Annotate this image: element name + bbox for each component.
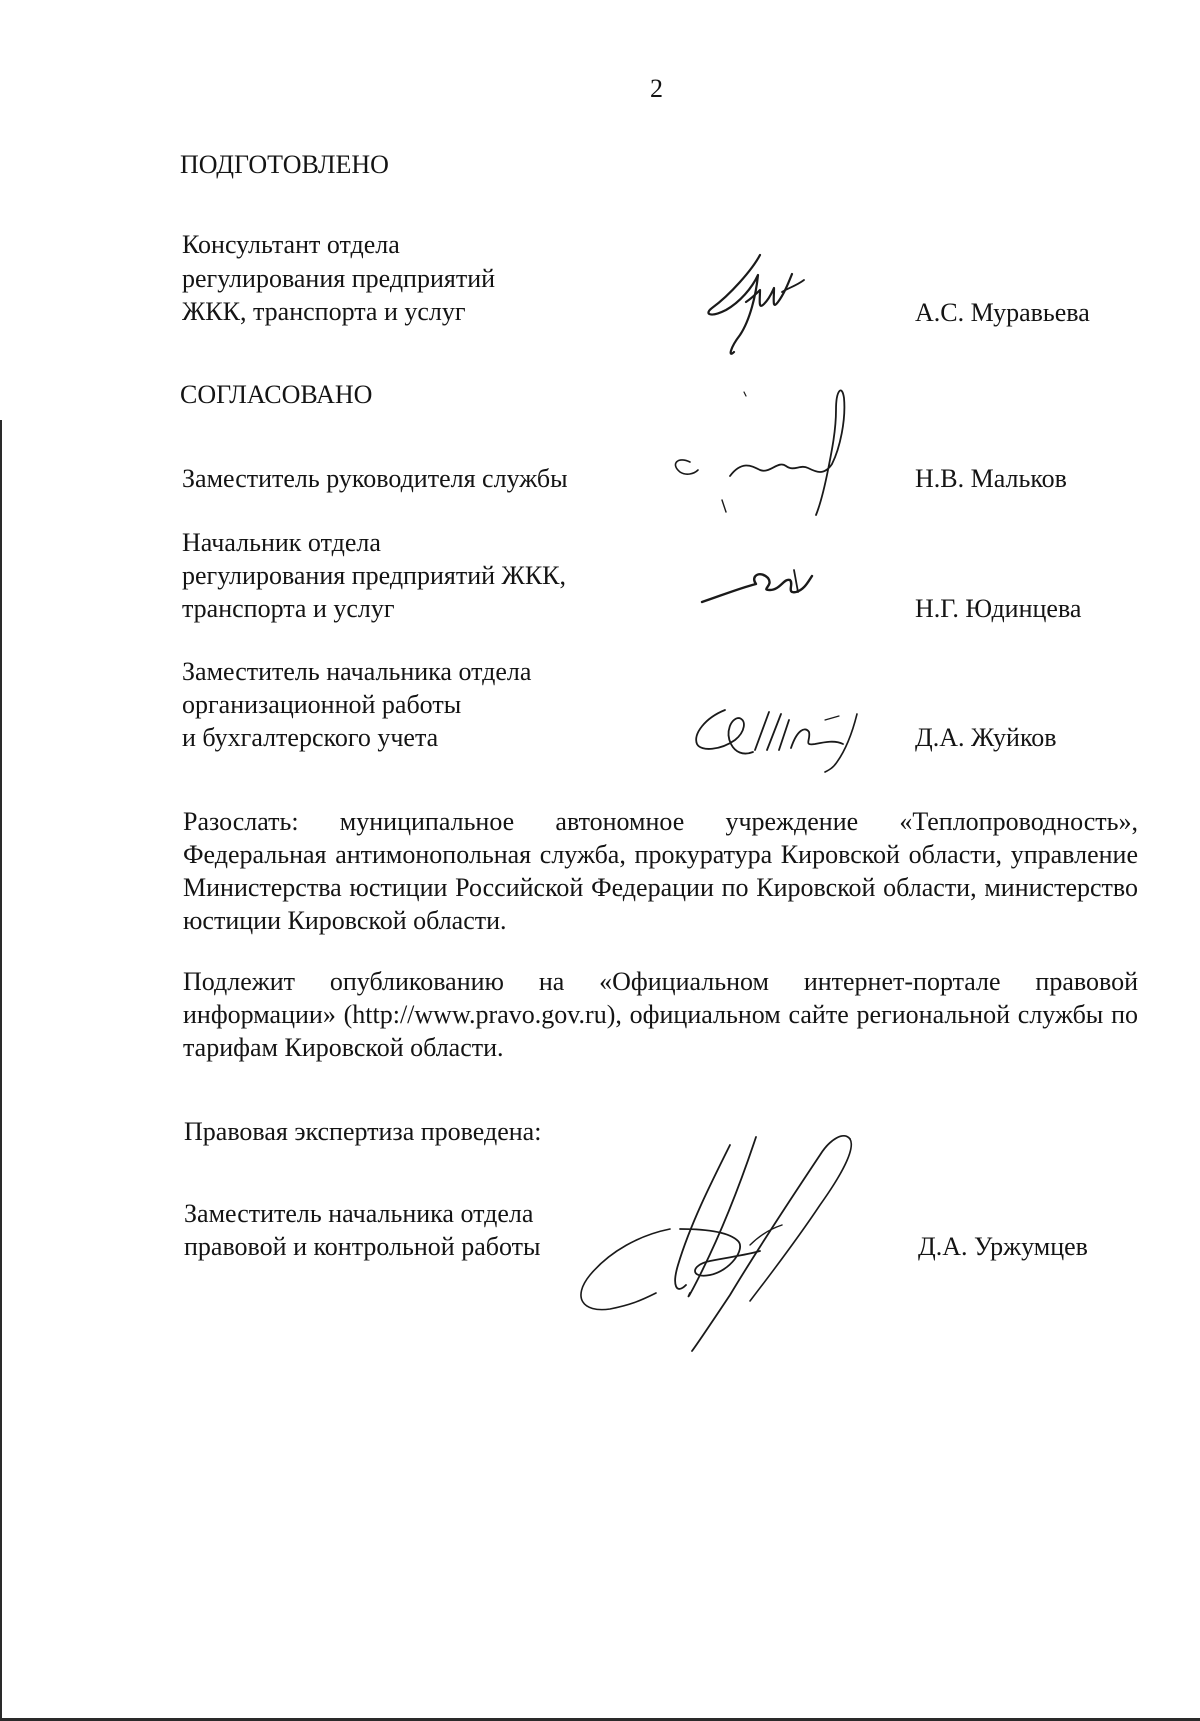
prepared-position-line: Консультант отдела [182,230,400,259]
signer-position-line: Заместитель руководителя службы [182,464,568,493]
signer-position-line: регулирования предприятий ЖКК, [182,561,567,590]
page-number: 2 [650,74,663,103]
legal-review-heading: Правовая экспертиза проведена: [184,1117,542,1146]
signature-malkov [660,380,880,540]
signer-position-line: Заместитель начальника отдела [182,657,532,686]
legal-review-name: Д.А. Уржумцев [918,1232,1088,1261]
prepared-position-line: ЖКК, транспорта и услуг [182,297,466,326]
scan-edge-line [0,420,2,1721]
signer-position-line: организационной работы [182,690,462,719]
legal-review-position-line: Заместитель начальника отдела [184,1199,534,1228]
signer-name: Д.А. Жуйков [915,723,1057,752]
prepared-name: А.С. Муравьева [915,298,1090,327]
signer-name: Н.В. Мальков [915,464,1067,493]
approved-heading: СОГЛАСОВАНО [180,380,373,409]
signature-yudintseva [690,540,830,620]
signer-name: Н.Г. Юдинцева [915,594,1082,623]
signature-urzhumtsev [560,1125,900,1355]
signer-position-line: транспорта и услуг [182,594,395,623]
signature-muravyeva [700,240,820,370]
distribution-paragraph: Разослать: муниципальное автономное учреждение «Теплопроводность», Федеральная антимонопольная служба, прокуратура Кировской области, управление Министерства юстиции Российской Федерации по Кировской области, министерство юстиции Кировской области. [183,807,1138,935]
prepared-heading: ПОДГОТОВЛЕНО [180,150,389,179]
publication-paragraph: Подлежит опубликованию на «Официальном интернет-портале правовой информации» (http://www.pravo.gov.ru), официальном сайте региональной службы по тарифам Кировской области. [183,967,1138,1062]
signature-zhuikov [685,690,885,780]
signer-position-line: и бухгалтерского учета [182,723,439,752]
signer-position-line: Начальник отдела [182,528,381,557]
prepared-position-line: регулирования предприятий [182,264,496,293]
legal-review-position-line: правовой и контрольной работы [184,1232,541,1261]
